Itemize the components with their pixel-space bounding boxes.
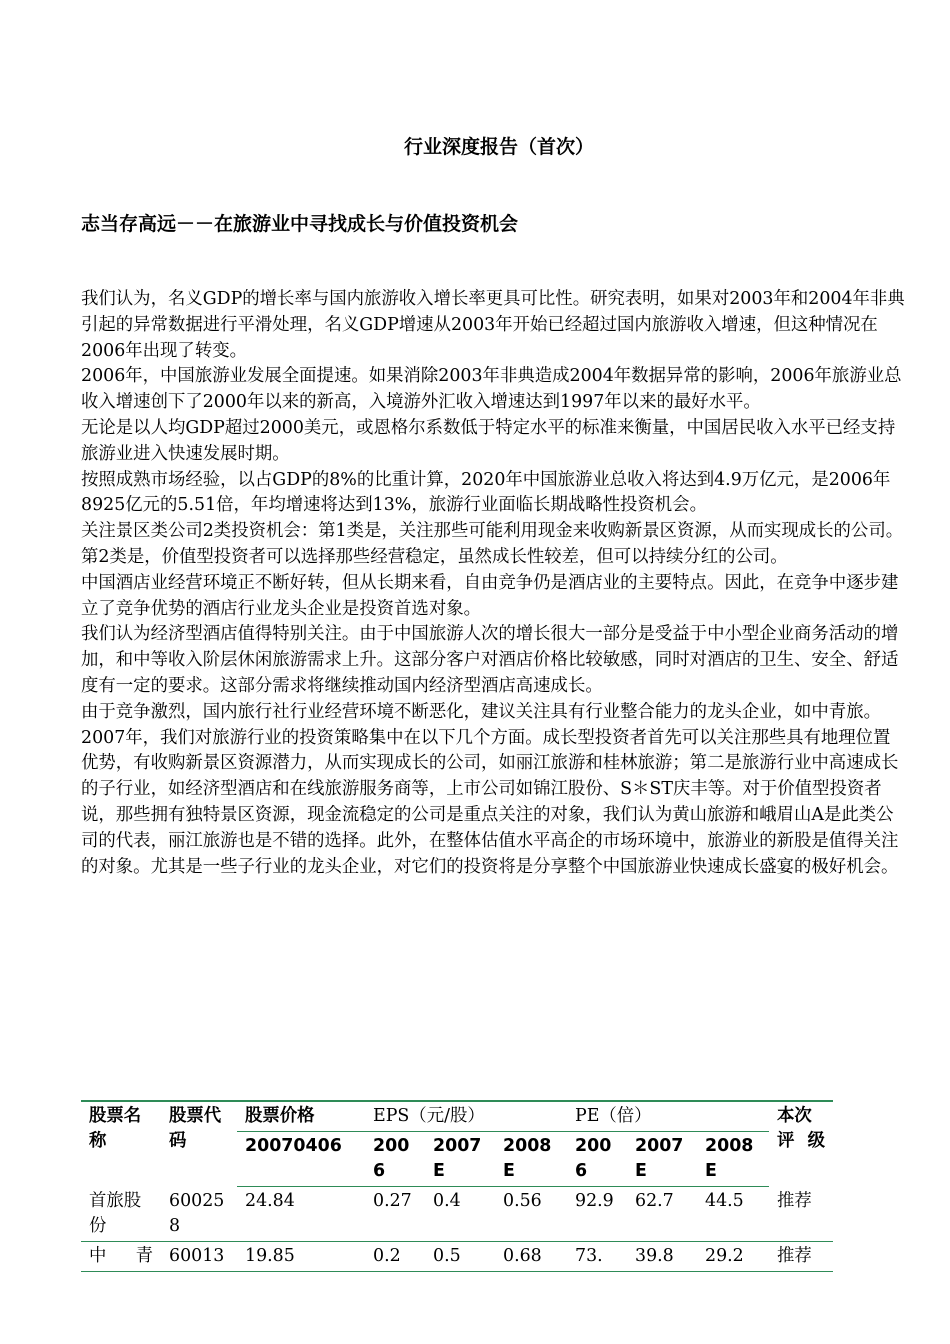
header-eps: EPS（元/股） (365, 1101, 567, 1132)
paragraph: 2007年，我们对旅游行业的投资策略集中在以下几个方面。成长型投资者首先可以关注那些具有地理位置优势，有收购新景区资源潜力，从而实现成长的公司，如丽江旅游和桂林旅游；第二是旅游行业中高速成长的子行业，如经济型酒店和在线旅游服务商等，上市公司如锦江股份、S＊ST庆丰等。对于价值型投资者说，那些拥有独特景区资源，现金流稳定的公司是重点关注的对象，我们认为黄山旅游和峨眉山A是此类公司的代表，丽江旅游也是不错的选择。此外，在整体估值水平高企的市场环境中，旅游业的新股是值得关注的对象。尤其是一些子行业的龙头企业，对它们的投资将是分享整个中国旅游业快速成长盛宴的极好机会。 (81, 727, 899, 877)
cell-stock-name: 首旅股份 (81, 1187, 161, 1242)
cell-pe-2006: 73. (567, 1241, 627, 1271)
cell-eps-2006: 0.2 (365, 1241, 425, 1271)
header-price-date: 20070406 (237, 1132, 365, 1187)
table-header-row (81, 1101, 833, 1132)
paragraph: 无论是以人均GDP超过2000美元，或恩格尔系数低于特定水平的标准来衡量，中国居民收入水平已经支持旅游业进入快速发展时期。 (81, 417, 896, 464)
cell-stock-name: 中青 (81, 1241, 161, 1271)
cell-price: 24.84 (237, 1187, 365, 1242)
header-eps-2007e: 2007E (425, 1132, 495, 1187)
cell-eps-2007e: 0.5 (425, 1241, 495, 1271)
paragraph: 关注景区类公司2类投资机会：第1类是，关注那些可能利用现金来收购新景区资源，从而实现成长的公司。第2类是，价值型投资者可以选择那些经营稳定，虽然成长性较差，但可以持续分红的公司。 (81, 521, 904, 567)
cell-eps-2007e: 0.4 (425, 1187, 495, 1242)
header-rating: 本次评级 (769, 1101, 833, 1187)
header-stock-price: 股票价格 (237, 1101, 365, 1132)
paragraph: 2006年，中国旅游业发展全面提速。如果消除2003年非典造成2004年数据异常的影响，2006年旅游业总收入增速创下了2000年以来的新高，入境游外汇收入增速达到1997年以来的最好水平。 (81, 366, 902, 413)
header-eps-2008e: 2008E (495, 1132, 567, 1187)
table-row (81, 1241, 833, 1271)
report-body (81, 287, 907, 880)
paragraph: 由于竞争激烈，国内旅行社行业经营环境不断恶化，建议关注具有行业整合能力的龙头企业，如中青旅。 (81, 701, 881, 722)
header-stock-name: 股票名称 (81, 1101, 161, 1187)
paragraph: 我们认为经济型酒店值得特别关注。由于中国旅游人次的增长很大一部分是受益于中小型企业商务活动的增加，和中等收入阶层休闲旅游需求上升。这部分客户对酒店价格比较敏感，同时对酒店的卫生、安全、舒适度有一定的要求。这部分需求将继续推动国内经济型酒店高速成长。 (81, 624, 899, 696)
header-pe-2008e: 2008E (697, 1132, 769, 1187)
table-row (81, 1187, 833, 1242)
cell-eps-2008e: 0.68 (495, 1241, 567, 1271)
header-pe-2006: 2006 (567, 1132, 627, 1187)
cell-pe-2008e: 44.5 (697, 1187, 769, 1242)
cell-pe-2007e: 39.8 (627, 1241, 697, 1271)
cell-pe-2008e: 29.2 (697, 1241, 769, 1271)
cell-pe-2007e: 62.7 (627, 1187, 697, 1242)
cell-rating: 推荐 (769, 1241, 833, 1271)
paragraph: 我们认为，名义GDP的增长率与国内旅游收入增长率更具可比性。研究表明，如果对2003年和2004年非典引起的异常数据进行平滑处理，名义GDP增速从2003年开始已经超过国内旅游收入增速，但这种情况在2006年出现了转变。 (81, 289, 905, 361)
header-stock-code: 股票代码 (161, 1101, 237, 1187)
cell-rating: 推荐 (769, 1187, 833, 1242)
paragraph: 按照成熟市场经验，以占GDP的8%的比重计算，2020年中国旅游业总收入将达到4.9万亿元，是2006年8925亿元的5.51倍，年均增速将达到13%，旅游行业面临长期战略性投资机会。 (81, 469, 891, 516)
cell-price: 19.85 (237, 1241, 365, 1271)
cell-eps-2006: 0.27 (365, 1187, 425, 1242)
header-eps-2006: 2006 (365, 1132, 425, 1187)
header-pe-2007e: 2007E (627, 1132, 697, 1187)
paragraph: 中国酒店业经营环境正不断好转，但从长期来看，自由竞争仍是酒店业的主要特点。因此，在竞争中逐步建立了竞争优势的酒店行业龙头企业是投资首选对象。 (81, 572, 899, 619)
cell-eps-2008e: 0.56 (495, 1187, 567, 1242)
report-type-heading: 行业深度报告（首次） (403, 136, 594, 158)
stock-rating-table (81, 1100, 833, 1272)
cell-stock-code: 60013 (161, 1241, 237, 1271)
header-pe: PE（倍） (567, 1101, 769, 1132)
cell-pe-2006: 92.9 (567, 1187, 627, 1242)
report-title: 志当存高远－－在旅游业中寻找成长与价值投资机会 (81, 213, 519, 235)
cell-stock-code: 600258 (161, 1187, 237, 1242)
